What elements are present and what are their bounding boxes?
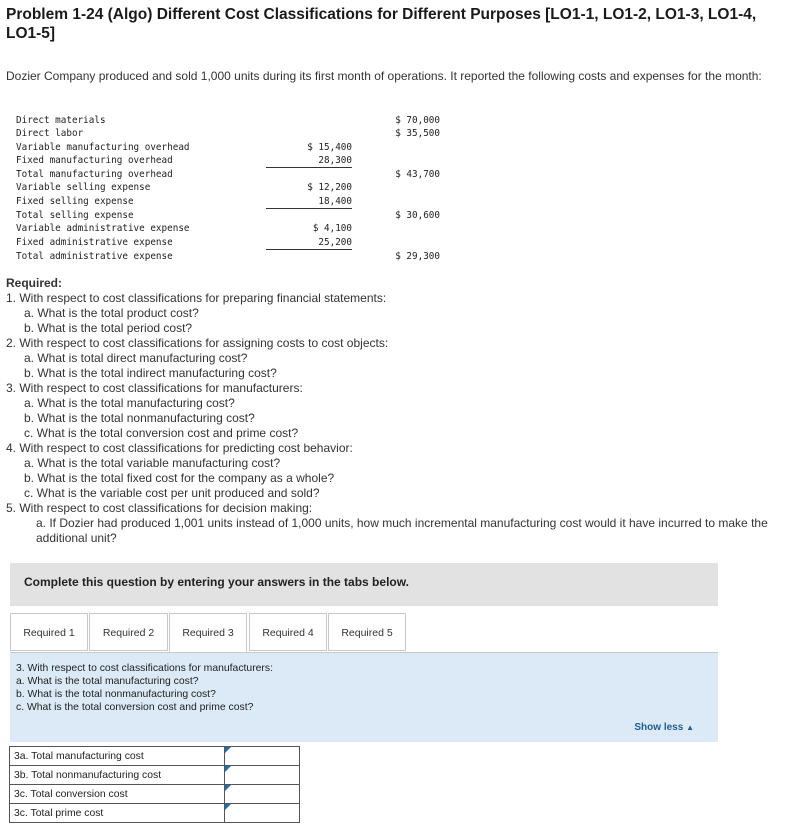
cost-table [16,114,440,263]
requirement-line: a. What is the total variable manufacturing cost? [24,456,281,470]
cost-amount-total: $ 43,700 [395,168,440,180]
answer-input[interactable] [225,747,299,765]
cost-amount-total [392,195,440,209]
answer-input-cell [225,785,300,804]
requirements-header: Required: [6,276,63,290]
show-less-link[interactable] [634,722,694,733]
tab-required-4[interactable]: Required 4 [249,613,327,651]
requirement-line: a. What is total direct manufacturing cost? [24,351,248,365]
cost-row [16,168,440,182]
answer-input-cell [225,804,300,823]
answer-row [10,747,300,766]
cost-amount-total: $ 35,500 [395,128,440,140]
requirement-line: b. What is the total nonmanufacturing cost? [24,411,255,425]
cost-label: Variable selling expense [16,182,151,194]
page-title: Problem 1-24 (Algo) Different Cost Classifications for Different Purposes [LO1-1, LO1-2, LO1-3, LO1-4, LO1-5] [6,6,757,42]
input-marker-icon [225,785,231,791]
answer-table [9,746,300,823]
triangle-up-icon: ▲ [686,723,694,732]
tab-required-2[interactable]: Required 2 [89,613,168,651]
cost-amount-total: $ 30,600 [395,209,440,221]
cost-amount-detail [266,209,352,223]
requirement-line: a. What is the total manufacturing cost? [24,396,235,410]
cost-label: Fixed manufacturing overhead [16,155,173,167]
cost-row [16,114,440,127]
cost-amount-detail [266,249,352,263]
cost-amount-total [392,154,440,168]
cost-row [16,195,440,209]
cost-amount-detail: $ 4,100 [312,223,352,235]
panel-text [16,662,273,714]
cost-label: Variable manufacturing overhead [16,141,190,153]
cost-amount-total [392,222,440,235]
problem-intro: Dozier Company produced and sold 1,000 units during its first month of operations. It reported the following costs and expenses for the month: [6,69,762,83]
cost-label: Fixed administrative expense [16,236,173,248]
cost-row [16,222,440,235]
cost-row [16,209,440,223]
answer-input[interactable] [225,804,299,822]
panel-line: c. What is the total conversion cost and prime cost? [16,702,254,713]
tab-required-1[interactable]: Required 1 [10,613,88,651]
cost-label: Direct labor [16,128,84,140]
cost-amount-total [392,181,440,194]
requirement-line: b. What is the total indirect manufacturing cost? [24,366,277,380]
answer-input[interactable] [225,785,299,803]
answer-input[interactable] [225,766,299,784]
cost-row [16,236,440,250]
requirement-line: b. What is the total period cost? [24,321,193,335]
cost-label: Direct materials [16,115,106,126]
answer-label: 3c. Total prime cost [10,804,225,823]
cost-amount-total [392,236,440,250]
answer-row [10,785,300,804]
cost-amount-detail: 18,400 [266,195,352,209]
requirement-line: c. What is the variable cost per unit produced and sold? [24,486,320,500]
requirement-line: b. What is the total fixed cost for the company as a whole? [24,471,335,485]
show-less-label: Show less [634,722,684,733]
cost-row [16,181,440,194]
cost-row [16,127,440,140]
instructions-banner [10,563,718,606]
panel-line: b. What is the total nonmanufacturing cost? [16,689,216,700]
cost-row [16,154,440,168]
requirement-line: a. What is the total product cost? [24,306,199,320]
cost-label: Variable administrative expense [16,223,190,235]
answer-input-cell [225,747,300,766]
cost-amount-detail [266,114,352,127]
requirement-line: a. If Dozier had produced 1,001 units instead of 1,000 units, how much incremental manufacturing cost would it have incurred to make the additional unit? [36,516,768,545]
question-panel [10,652,718,742]
answer-row [10,804,300,823]
requirement-line: 2. With respect to cost classifications for assigning costs to cost objects: [6,336,389,350]
answer-row [10,766,300,785]
cost-amount-detail: 28,300 [266,154,352,168]
cost-amount-detail: 25,200 [266,236,352,250]
answer-label: 3b. Total nonmanufacturing cost [10,766,225,785]
tab-required-5[interactable]: Required 5 [328,613,406,651]
requirements-list [6,276,786,546]
cost-row [16,249,440,263]
input-marker-icon [225,766,231,772]
cost-amount-total: $ 70,000 [395,115,440,126]
requirement-line: 4. With respect to cost classifications for predicting cost behavior: [6,441,353,455]
cost-amount-detail: $ 15,400 [307,141,352,153]
requirement-line: c. What is the total conversion cost and prime cost? [24,426,299,440]
answer-label: 3a. Total manufacturing cost [10,747,225,766]
input-marker-icon [225,804,231,810]
cost-label: Total selling expense [16,209,134,221]
cost-row [16,141,440,154]
cost-label: Total manufacturing overhead [16,168,173,180]
cost-label: Fixed selling expense [16,196,134,208]
cost-amount-detail [266,127,352,140]
cost-amount-detail: $ 12,200 [307,182,352,194]
panel-line: 3. With respect to cost classifications for manufacturers: [16,663,273,674]
instructions-text: Complete this question by entering your answers in the tabs below. [24,575,409,589]
answer-label: 3c. Total conversion cost [10,785,225,804]
tab-required-3[interactable]: Required 3 [169,613,247,654]
requirement-line: 5. With respect to cost classifications for decision making: [6,501,313,515]
cost-amount-total [392,141,440,154]
cost-amount-total: $ 29,300 [395,250,440,262]
cost-amount-detail [266,168,352,182]
answer-input-cell [225,766,300,785]
input-marker-icon [225,747,231,753]
requirement-line: 1. With respect to cost classifications for preparing financial statements: [6,291,387,305]
panel-line: a. What is the total manufacturing cost? [16,676,199,687]
requirement-line: 3. With respect to cost classifications for manufacturers: [6,381,303,395]
cost-label: Total administrative expense [16,250,173,262]
